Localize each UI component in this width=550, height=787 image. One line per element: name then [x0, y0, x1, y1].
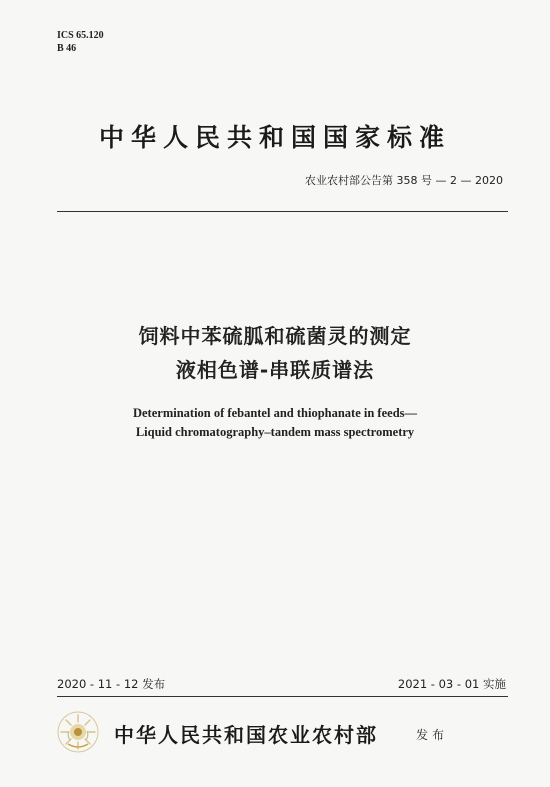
header-divider [57, 211, 508, 212]
ics-classification [57, 29, 104, 55]
ics-code: ICS 65.120 [57, 30, 104, 41]
ccs-code: B 46 [57, 43, 77, 54]
ministry-emblem-icon [56, 710, 100, 754]
english-title-line-1: Determination of febantel and thiophanate in feeds— [132, 406, 418, 420]
issuing-authority: 中华人民共和国农业农村部 [114, 723, 378, 747]
chinese-title-line-2: 液相色谱-串联质谱法 [175, 358, 375, 382]
effective-date: 2021 - 03 - 01 实施 [397, 677, 506, 691]
standard-category-title: 中华人民共和国国家标准 [98, 123, 451, 152]
footer-divider [57, 696, 508, 697]
issue-date: 2020 - 11 - 12 发布 [57, 677, 166, 691]
chinese-title-line-1: 饲料中苯硫胍和硫菌灵的测定 [138, 324, 412, 348]
english-title-line-2: Liquid chromatography–tandem mass spectrometry [135, 425, 415, 439]
issuing-label: 发布 [416, 728, 449, 742]
standard-number: 农业农村部公告第 358 号 — 2 — 2020 [305, 174, 503, 187]
